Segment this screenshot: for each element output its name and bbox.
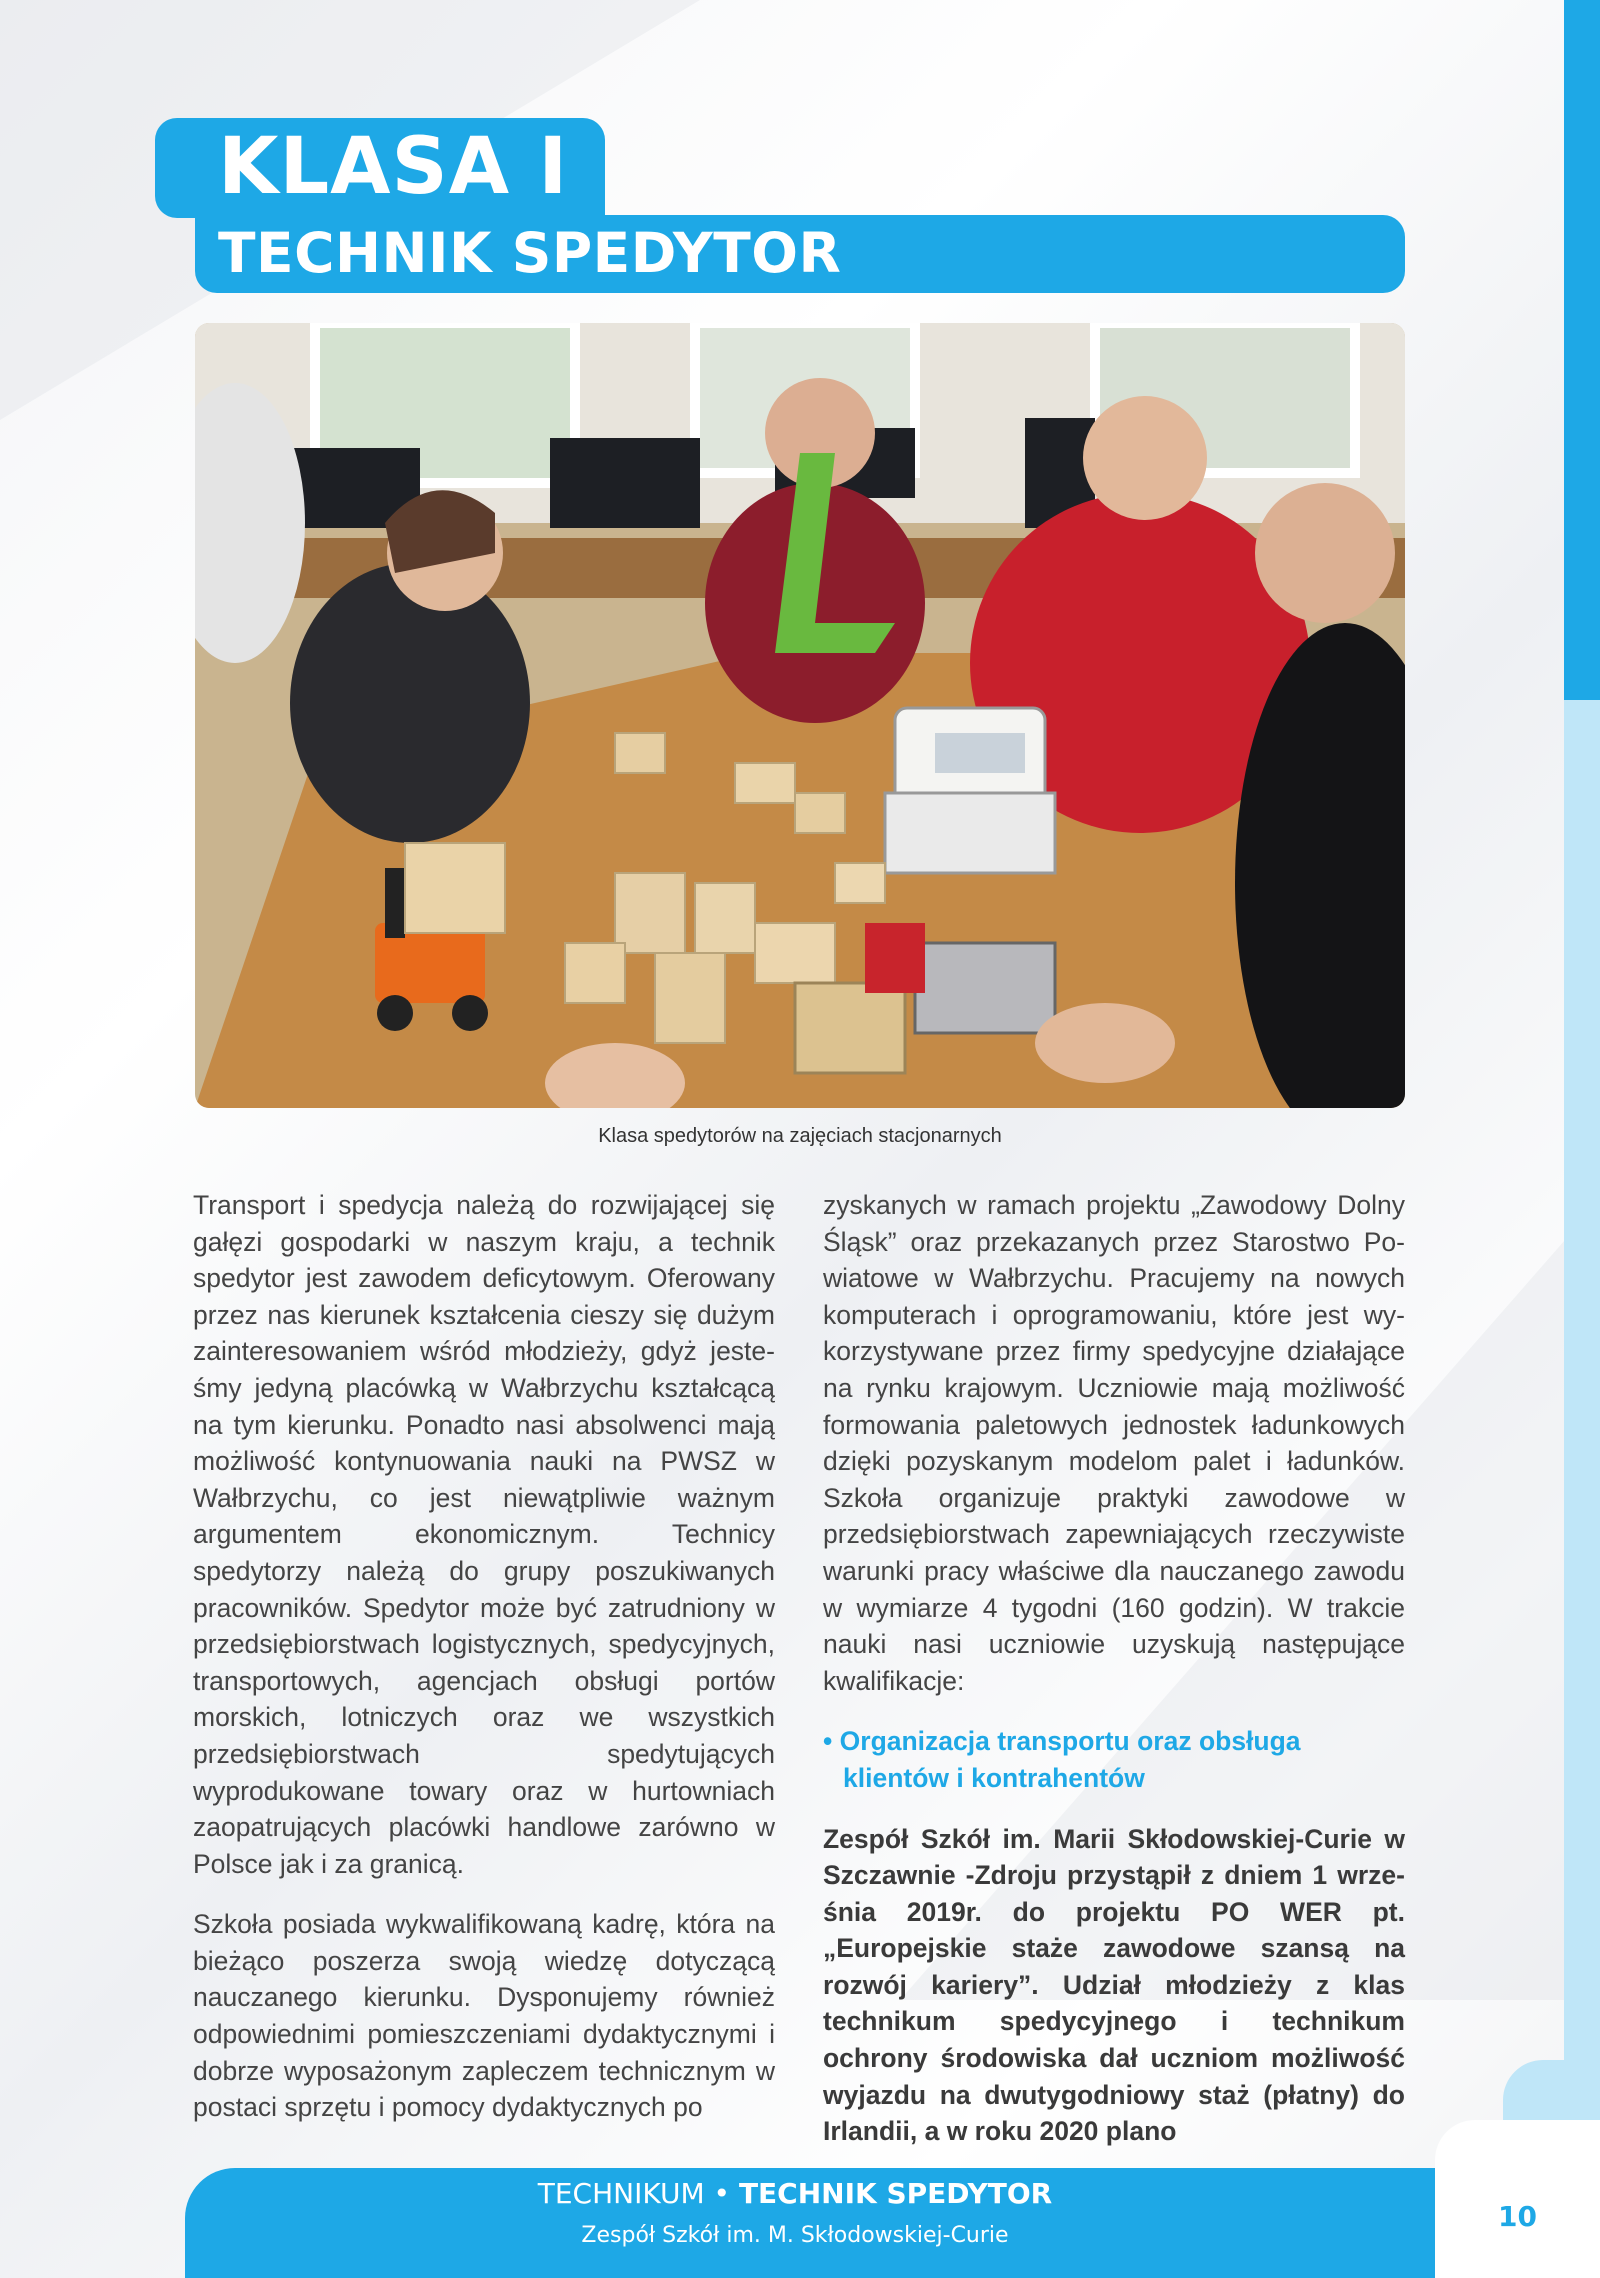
equipment-paragraph: zyskanych w ramach projektu „Zawodowy Dolny Śląsk” oraz przekazanych przez Starostwo Powiatowe w Wałbrzychu. Pracujemy na nowych komputerach i oprogramowaniu, które jest wykorzystywane przez firmy spedycyjne działające na rynku krajowym. Uczniowie mają możliwość formowania paletowych jednostek ładunkowych dzięki pozyskanym modelom palet i ładunków. Szkoła organizuje praktyki zawodowe w przedsiębiorstwach zapewniających rzeczywiste warunki pracy właściwe dla nauczanego zawodu w wymiarze 4 tygodni (160 godzin). W trakcie nauki nasi uczniowie uzyskują następujące kwalifikacje: [823,1190,1405,1696]
right-text-column [823,1187,1405,2174]
intro-paragraph: Transport i spedycja należą do rozwijającej się gałęzi gospodarki w naszym kraju, a technik spedytor jest zawodem deficytowym. Oferowany przez nas kierunek kształcenia cieszy się dużym zainteresowaniem wśród młodzieży, gdyż jesteśmy jedyną placówką w Wałbrzychu kształcącą na tym kierunku. Ponadto nasi absolwenci mają możliwość kontynuowania nauki na PWSZ w Wałbrzychu, co jest niewątpliwie ważnym argumentem ekonomicznym. Technicy spedytorzy należą do grupy poszukiwanych pracowników. Spedytor może być zatrudniony w przedsiębiorstwach logistycznych, spedycyjnych, transportowych, agencjach obsługi portów morskich, lotniczych oraz we wszystkich przedsiębiorstwach spedytujących wyprodukowane towary oraz w hurtowniach zaopatrujących placówki handlowe zarówno w Polsce jak i za granicą. [193,1190,775,1879]
qualification-bullet: • Organizacja transportu oraz obsługa klientów i kontrahentów [823,1726,1301,1793]
classroom-photo [195,323,1405,1108]
profession-title: TECHNIK SPEDYTOR [218,221,842,285]
left-text-column [193,1187,775,2150]
staff-paragraph: Szkoła posiada wykwalifikowaną kadrę, która na bieżąco poszerza swoją wiedzę dotyczącą nauczanego kierunku. Dysponujemy również odpowiednimi pomieszczeniami dydaktycznymi i dobrze wyposażonym zapleczem technicznym w postaci sprzętu i pomocy dydaktycznych po [193,1909,775,2123]
project-paragraph: Zespół Szkół im. Marii Skłodowskiej-Curie w Szczawnie -Zdroju przystąpił z dniem 1 września 2019r. do projektu PO WER pt.„Europejskie staże zawodowe szansą na rozwój kariery”. Udział młodzieży z klas technikum spedycyjnego i technikum ochrony środowiska dał uczniom możliwość wyjazdu na dwutygodniowy staż (płatny) do Irlandii, a w roku 2020 plano [823,1823,1405,2147]
footer-school-name: Zespół Szkół im. M. Skłodowskiej-Curie [581,2223,1009,2248]
class-label: KLASA I [218,122,569,212]
footer-title-profession: TECHNIK SPEDYTOR [738,2177,1053,2210]
page-number: 10 [1498,2200,1537,2233]
photo-caption: Klasa spedytorów na zajęciach stacjonarnych [598,1125,1002,1147]
side-accent-bar-light [1564,700,1600,2278]
side-accent-bar [1564,0,1600,700]
footer-title [185,2177,1405,2210]
footer-title-school-type: TECHNIKUM • [537,2177,739,2210]
page-number-box [1435,2120,1600,2278]
